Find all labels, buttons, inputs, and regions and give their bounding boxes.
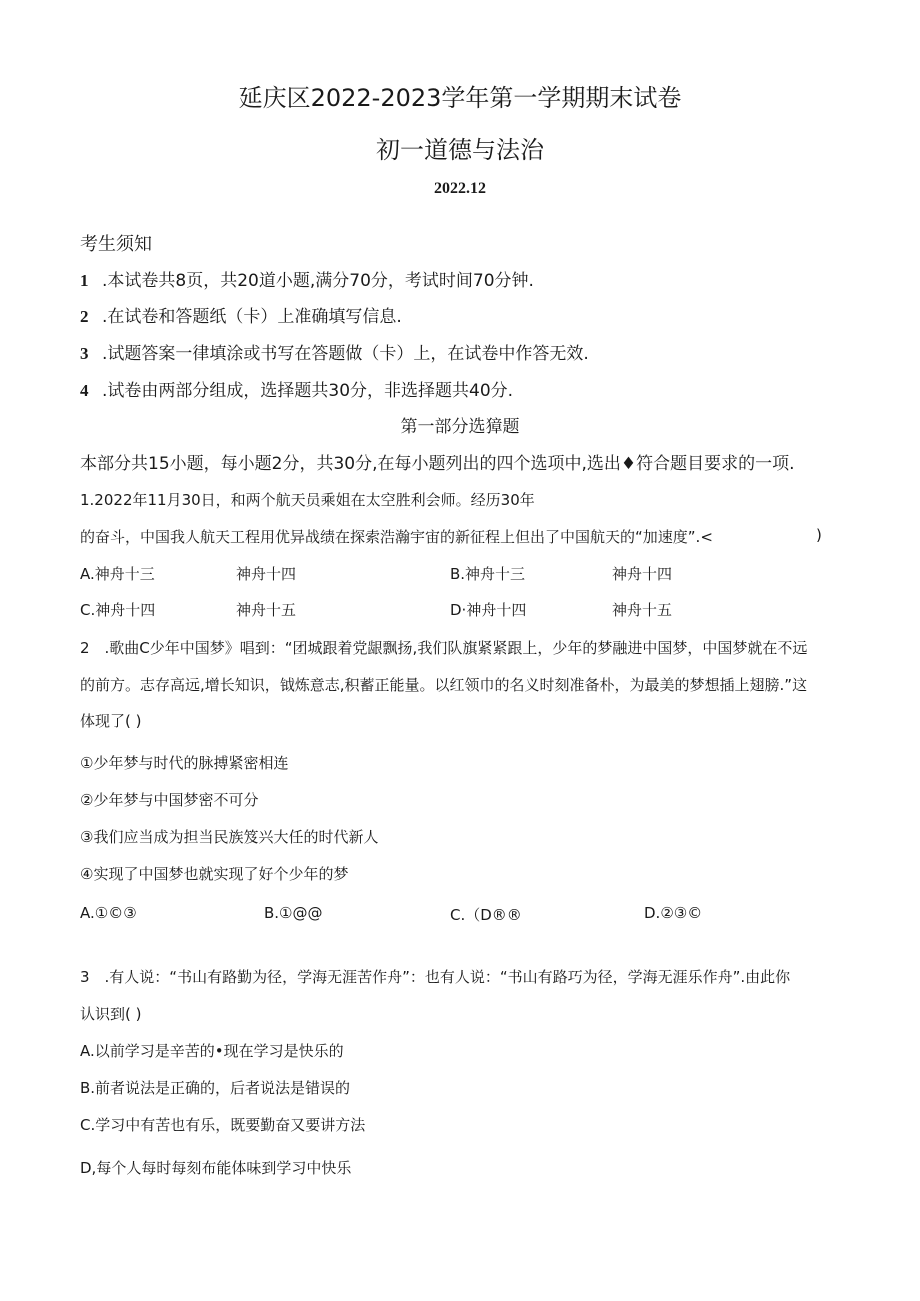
q1-stem-line2: 的奋斗，中国我人航天工程用优异战绩在探索浩瀚宇宙的新征程上但出了中国航天的“加速度”.< bbox=[80, 528, 713, 546]
q1-option-b: B.神舟十三 bbox=[450, 565, 526, 583]
notice-item-2: 2 .在试卷和答题纸（卡）上准确填写信息. bbox=[80, 307, 402, 327]
q2-option-c: C.（D®® bbox=[450, 906, 522, 924]
q3-stem-line1: 3 .有人说：“书山有路勤为径，学海无涯苦作舟”：也有人说：“书山有路巧为径，学海无涯乐作舟”.由此你 bbox=[80, 968, 791, 986]
exam-title: 延庆区2022-2023学年第一学期期末试卷 bbox=[238, 84, 682, 112]
q1-option-b-2: 神舟十四 bbox=[612, 565, 673, 583]
q1-option-c-2: 神舟十五 bbox=[236, 601, 297, 619]
q2-statement-1: ①少年梦与时代的脉搏紧密相连 bbox=[80, 754, 289, 772]
q1-option-d-2: 神舟十五 bbox=[612, 601, 673, 619]
q1-answer-paren: ) bbox=[816, 526, 822, 544]
q1-option-d: D·神舟十四 bbox=[450, 601, 527, 619]
q2-option-a: A.①©③ bbox=[80, 904, 137, 922]
q2-statement-4: ④实现了中国梦也就实现了好个少年的梦 bbox=[80, 865, 349, 883]
notice-heading: 考生须知 bbox=[80, 234, 152, 255]
q2-statement-3: ③我们应当成为担当民族笈兴大任的时代新人 bbox=[80, 828, 379, 846]
q1-option-c: C.神舟十四 bbox=[80, 601, 156, 619]
subject-title: 初一道德与法治 bbox=[376, 136, 544, 164]
q3-option-d: D,每个人每时每刻布能体味到学习中快乐 bbox=[80, 1159, 352, 1177]
q1-stem-line1: 1.2022年11月30日，和两个航天员乘姐在太空胜利会师。经历30年 bbox=[80, 491, 535, 509]
q2-statement-2: ②少年梦与中国梦密不可分 bbox=[80, 791, 259, 809]
q2-stem-line1: 2 .歌曲C少年中国梦》唱到：“团城跟着党龈飘扬,我们队旗紧紧跟上，少年的梦融进中国梦，中国梦就在不远 bbox=[80, 639, 808, 657]
notice-item-4: 4 .试卷由两部分组成，选择题共30分，非选择题共40分. bbox=[80, 381, 514, 401]
part1-intro: 本部分共15小题，每小题2分，共30分,在每小题列出的四个选项中,选出♦符合题目要求的一项. bbox=[80, 454, 795, 474]
q3-option-b: B.前者说法是正确的，后者说法是错误的 bbox=[80, 1079, 351, 1097]
q1-option-a: A.神舟十三 bbox=[80, 565, 155, 583]
q2-stem-line2: 的前方。志存高远,增长知识，钺炼意志,积蓄正能量。以红领巾的名义时刻准备朴，为最美的梦想插上翅膀.”这 bbox=[80, 676, 808, 694]
q2-option-b: B.①@@ bbox=[264, 904, 323, 922]
q3-option-a: A.以前学习是辛苦的•现在学习是快乐的 bbox=[80, 1042, 344, 1060]
q2-option-d: D.②③© bbox=[644, 904, 703, 922]
notice-item-3: 3 .试题答案一律填涂或书写在答题做（卡）上，在试卷中作答无效. bbox=[80, 344, 589, 364]
q2-stem-line3: 体现了( ) bbox=[80, 712, 142, 730]
notice-item-1: 1 .本试卷共8页，共20道小题,满分70分，考试时间70分钟. bbox=[80, 271, 534, 291]
q3-option-c: C.学习中有苦也有乐，既要勤奋又要讲方法 bbox=[80, 1116, 366, 1134]
q1-option-a-2: 神舟十四 bbox=[236, 565, 297, 583]
q3-stem-line2: 认识到( ) bbox=[80, 1005, 142, 1023]
exam-date: 2022.12 bbox=[434, 180, 486, 197]
part1-heading: 第一部分选獐题 bbox=[400, 417, 520, 437]
